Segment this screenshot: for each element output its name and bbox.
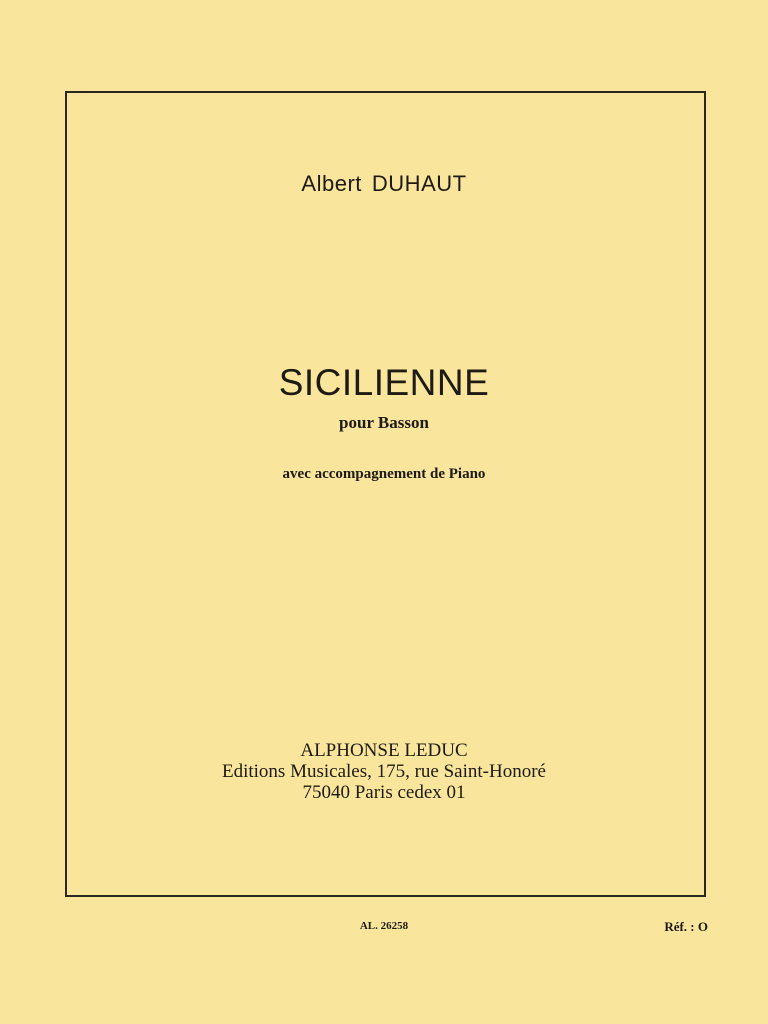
composer-first-name: Albert <box>301 171 362 196</box>
reference-code: Réf. : O <box>664 919 708 934</box>
publisher-city: 75040 Paris cedex 01 <box>302 782 466 803</box>
piece-title: SICILIENNE <box>278 362 490 403</box>
accompaniment-line: avec accompagnement de Piano <box>282 466 486 482</box>
publisher-name: ALPHONSE LEDUC <box>300 740 468 761</box>
catalog-number: AL. 26258 <box>359 920 409 932</box>
publisher-address: Editions Musicales, 175, rue Saint-Honoré <box>221 761 546 782</box>
composer-name <box>0 171 768 197</box>
instrument-subtitle: pour Basson <box>339 413 429 432</box>
composer-last-name: DUHAUT <box>371 171 467 196</box>
